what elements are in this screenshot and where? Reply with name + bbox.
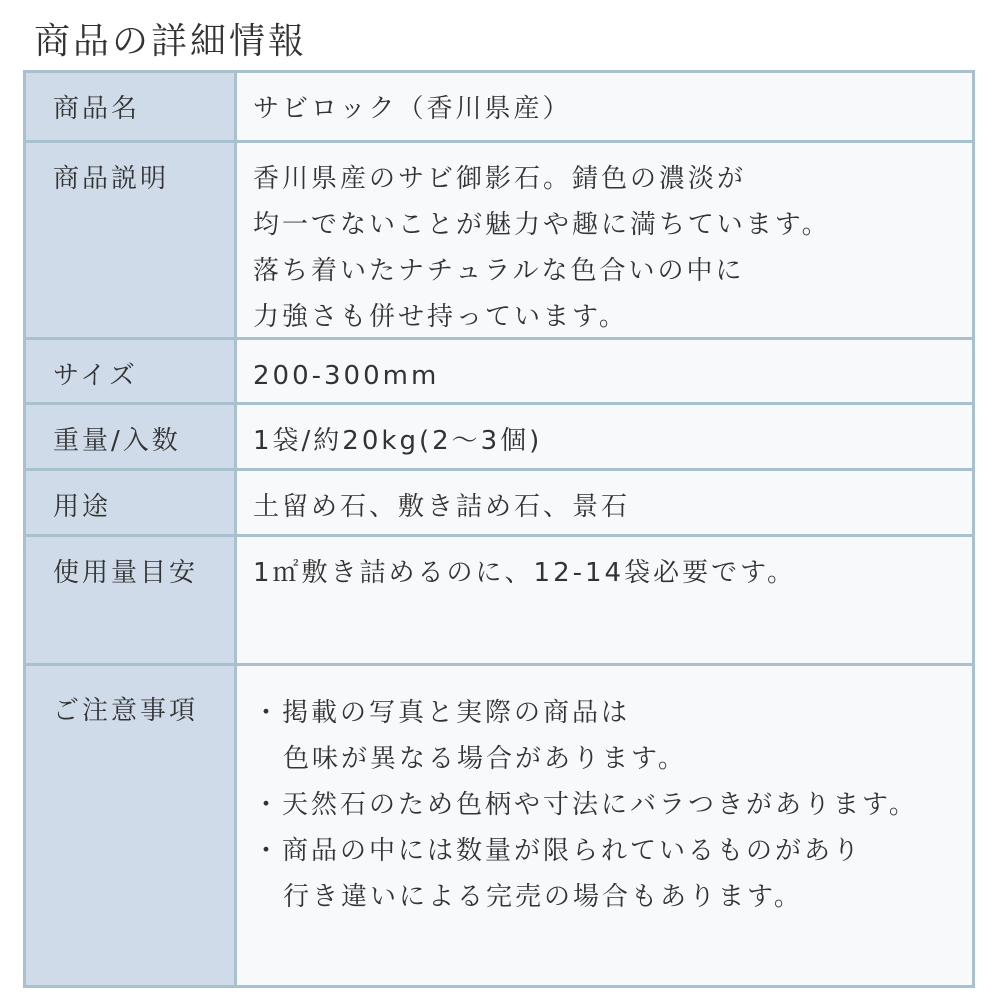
row-value-amount-guide (253, 550, 964, 596)
note-line: ・商品の中には数量が限られているものがあり (253, 836, 863, 866)
row-label-weight-quantity: 重量/入数 (53, 426, 181, 456)
row-label-size: サイズ (53, 361, 138, 391)
row-value-cell (237, 666, 972, 985)
row-value-usage (253, 484, 964, 530)
value-line: 1㎡敷き詰めるのに、12-14袋必要です。 (253, 558, 797, 588)
table-row-usage (26, 468, 972, 534)
value-line: サビロック（香川県産） (253, 94, 572, 124)
row-value-cell (237, 340, 972, 402)
row-value-description (253, 156, 964, 340)
row-label-amount-guide: 使用量目安 (53, 558, 199, 588)
note-line: ・天然石のため色柄や寸法にバラつきがあります。 (253, 790, 918, 820)
row-value-cell (237, 471, 972, 534)
row-label-cell (26, 471, 237, 534)
value-line: 均一でないことが魅力や趣に満ちています。 (253, 210, 831, 240)
table-row-product-name (26, 73, 972, 140)
page-title: 商品の詳細情報 (34, 21, 308, 62)
note-line-continued: 行き違いによる完売の場合もあります。 (283, 882, 803, 912)
row-label-cell (26, 537, 237, 663)
row-value-product-name (253, 86, 964, 132)
value-line: 落ち着いたナチュラルな色合いの中に (253, 256, 745, 286)
row-value-cell (237, 143, 972, 337)
value-line: 1袋/約20kg(2～3個) (253, 426, 543, 456)
row-label-cell (26, 666, 237, 985)
value-line: 香川県産のサビ御影石。錆色の濃淡が (253, 164, 747, 194)
table-row-weight-quantity (26, 402, 972, 468)
value-line: 土留め石、敷き詰め石、景石 (253, 492, 631, 522)
row-label-product-name: 商品名 (53, 94, 141, 124)
value-line: 力強さも併せ持っています。 (253, 302, 628, 332)
row-label-description: 商品説明 (53, 164, 170, 194)
table-row-description (26, 140, 972, 337)
table-row-amount-guide (26, 534, 972, 663)
row-label-cell (26, 143, 237, 337)
row-label-cell (26, 73, 237, 140)
row-label-cell (26, 405, 237, 468)
row-value-size (253, 353, 964, 399)
row-value-cell (237, 405, 972, 468)
row-value-cell (237, 537, 972, 663)
row-value-weight-quantity (253, 418, 964, 464)
row-label-cell (26, 340, 237, 402)
note-line-continued: 色味が異なる場合があります。 (283, 744, 687, 774)
row-label-usage: 用途 (53, 492, 112, 522)
note-line: ・掲載の写真と実際の商品は (253, 698, 631, 728)
row-value-cell (237, 73, 972, 140)
product-spec-table (23, 70, 975, 988)
row-value-notes (253, 690, 964, 920)
row-label-notes: ご注意事項 (53, 696, 199, 726)
value-line: 200-300mm (253, 361, 440, 391)
table-row-size (26, 337, 972, 402)
table-row-notes (26, 663, 972, 985)
